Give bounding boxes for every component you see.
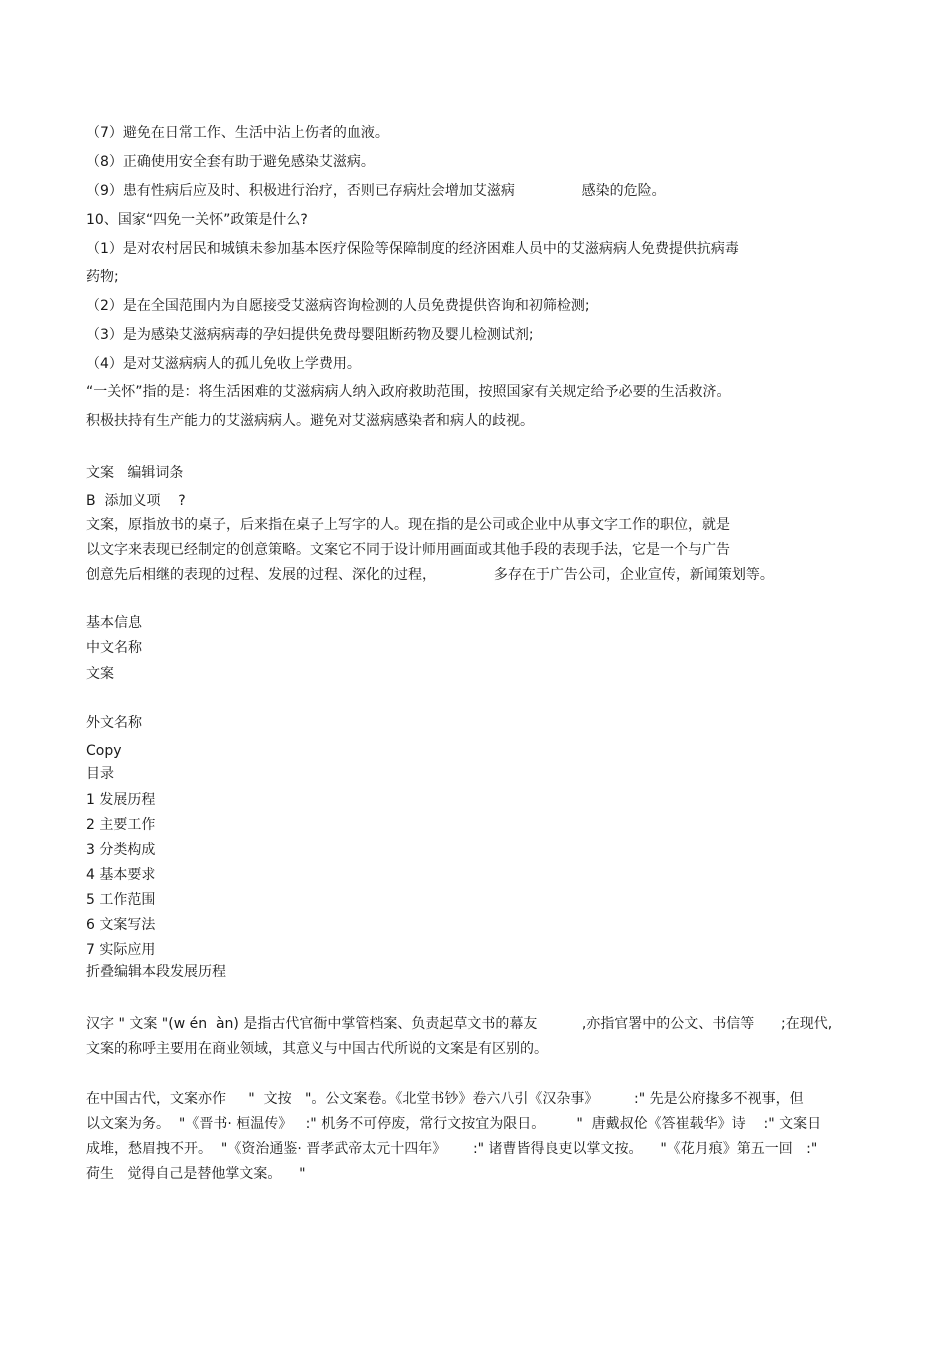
- text-line: （7）避免在日常工作、生活中沾上伤者的血液。: [86, 125, 389, 141]
- info-value: Copy: [86, 743, 122, 759]
- text-line: “一关怀”指的是：将生活困难的艾滋病病人纳入政府救助范围，按照国家有关规定给予必要的生活救济。: [86, 384, 731, 400]
- text-line: B 添加义项 ?: [86, 493, 186, 509]
- text-line: （8）正确使用安全套有助于避免感染艾滋病。: [86, 154, 375, 170]
- text-line: 文案，原指放书的桌子，后来指在桌子上写字的人。现在指的是公司或企业中从事文字工作的职位，就是: [86, 517, 730, 533]
- text-line: 汉字 " 文案 "(w én àn) 是指古代官衙中掌管档案、负责起草文书的幕友 ,亦指官署中的公文、书信等 ;在现代,: [86, 1016, 833, 1032]
- text-line: 以文案为务。 "《晋书· 桓温传》 :" 机务不可停废，常行文按宜为限日。 " 唐戴叔伦《答崔载华》诗 :" 文案日: [86, 1116, 822, 1132]
- toc-item: 1 发展历程: [86, 792, 156, 808]
- text-line: （2）是在全国范围内为自愿接受艾滋病咨询检测的人员免费提供咨询和初筛检测;: [86, 298, 590, 314]
- text-line: 文案的称呼主要用在商业领域，其意义与中国古代所说的文案是有区别的。: [86, 1041, 548, 1057]
- text-line: （4）是对艾滋病病人的孤儿免收上学费用。: [86, 356, 361, 372]
- toc-item: 4 基本要求: [86, 867, 156, 883]
- text-line: 成堆，愁眉拽不开。 "《资治通鉴· 晋孝武帝太元十四年》 :" 诸曹皆得良吏以掌文按。 "《花月痕》第五一回 :": [86, 1141, 818, 1157]
- text-line: 积极扶持有生产能力的艾滋病病人。避免对艾滋病感染者和病人的歧视。: [86, 413, 534, 429]
- info-heading: 基本信息: [86, 615, 142, 631]
- text-line: 创意先后相继的表现的过程、发展的过程、深化的过程， 多存在于广告公司，企业宣传，新闻策划等。: [86, 567, 774, 583]
- toc-item: 5 工作范围: [86, 892, 156, 908]
- text-line: 10、国家“四免一关怀”政策是什么?: [86, 212, 308, 228]
- toc-heading: 目录: [86, 766, 114, 782]
- text-line: （1）是对农村居民和城镇未参加基本医疗保险等保障制度的经济困难人员中的艾滋病病人免费提供抗病毒: [86, 241, 739, 257]
- toc-item: 6 文案写法: [86, 917, 156, 933]
- info-label: 中文名称: [86, 640, 142, 656]
- toc-item: 7 实际应用: [86, 942, 156, 958]
- info-value: 文案: [86, 666, 114, 682]
- text-line: （9）患有性病后应及时、积极进行治疗，否则已存病灶会增加艾滋病 感染的危险。: [86, 183, 666, 199]
- text-line: 以文字来表现已经制定的创意策略。文案它不同于设计师用画面或其他手段的表现手法，它是一个与广告: [86, 542, 730, 558]
- text-line: 荷生 觉得自己是替他掌文案。 ": [86, 1166, 306, 1182]
- toc-item: 2 主要工作: [86, 817, 156, 833]
- text-line: （3）是为感染艾滋病病毒的孕妇提供免费母婴阻断药物及婴儿检测试剂;: [86, 327, 534, 343]
- text-line: 药物;: [86, 269, 119, 285]
- section-title: 折叠编辑本段发展历程: [86, 964, 226, 980]
- text-line: 在中国古代，文案亦作 " 文按 "。公文案卷。《北堂书钞》卷六八引《汉杂事》 :" 先是公府掾多不视事，但: [86, 1091, 804, 1107]
- toc-item: 3 分类构成: [86, 842, 156, 858]
- section-title: 文案 编辑词条: [86, 465, 184, 481]
- info-label: 外文名称: [86, 715, 142, 731]
